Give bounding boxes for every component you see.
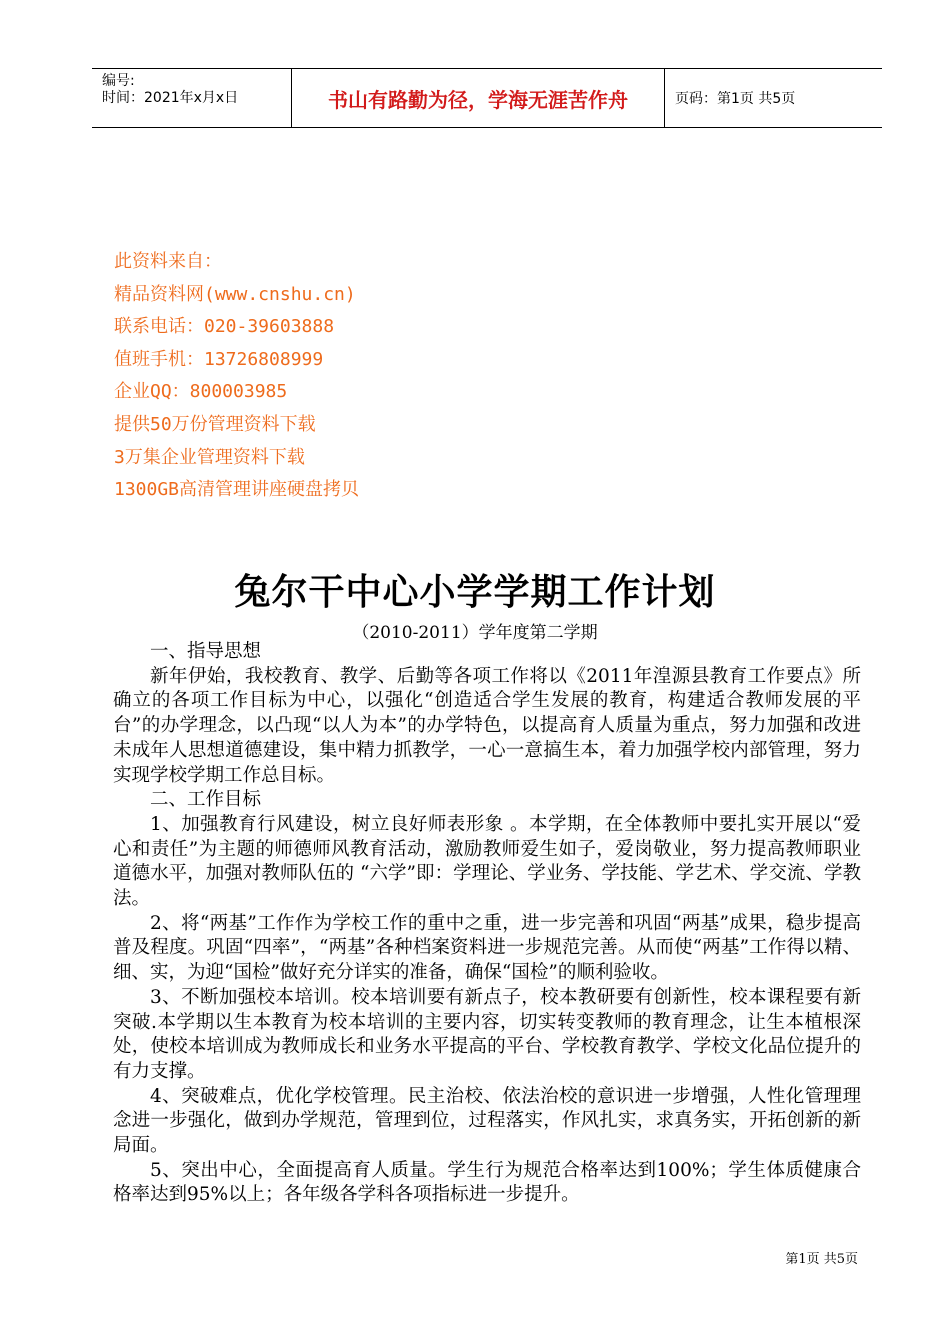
paragraph: 5、突出中心，全面提高育人质量。学生行为规范合格率达到100%；学生体质健康合格率达到95%以上；各年级各学科各项指标进一步提升。 xyxy=(113,1159,861,1206)
ad-line: 提供50万份管理资料下载 xyxy=(114,413,316,435)
ad-line: 企业QQ：800003985 xyxy=(114,381,288,403)
ad-line: 精品资料网(www.cnshu.cn) xyxy=(114,283,356,305)
ad-block xyxy=(114,246,359,507)
ad-line: 联系电话：020-39603888 xyxy=(114,316,335,338)
header-page-info: 页码：第1页 共5页 xyxy=(675,91,796,107)
ad-line: 值班手机：13726808999 xyxy=(114,348,324,370)
paragraph: 3、不断加强校本培训。校本培训要有新点子，校本教研要有创新性，校本课程要有新突破.本学期以生本教育为校本培训的主要内容，切实转变教师的教育理念，让生本植根深处，使校本培训成为教师成长和业务水平提高的平台、学校教育教学、学校文化品位提升的有力支撑。 xyxy=(113,986,861,1082)
header-meta xyxy=(92,69,292,127)
ad-line: 此资料来自： xyxy=(114,251,222,272)
paragraph: 2、将“两基”工作作为学校工作的重中之重，进一步完善和巩固“两基”成果，稳步提高普及程度。巩固“四率”，“两基”各种档案资料进一步规范完善。从而使“两基”工作得以精、细、实，为迎“国检”做好充分详实的准备，确保“国检”的顺利验收。 xyxy=(113,912,861,984)
ad-line: 1300GB高清管理讲座硬盘拷贝 xyxy=(114,479,360,501)
section-heading: 二、工作目标 xyxy=(150,789,262,811)
time-label: 时间：2021年x月x日 xyxy=(102,90,239,106)
serial-label: 编号: xyxy=(102,73,135,89)
ad-line: 3万集企业管理资料下载 xyxy=(114,446,305,468)
paragraph: 新年伊始，我校教育、教学、后勤等各项工作将以《2011年湟源县教育工作要点》所确立的各项工作目标为中心，以强化“创造适合学生发展的教育，构建适合教师发展的平台”的办学理念，以凸现“以人为本”的办学特色，以提高育人质量为重点，努力加强和改进未成年人思想道德建设，集中精力抓教学，一心一意搞生本，着力加强学校内部管理，努力实现学校学期工作总目标。 xyxy=(113,665,861,786)
paragraph: 4、突破难点，优化学校管理。民主治校、依法治校的意识进一步增强，人性化管理理念进一步强化，做到办学规范，管理到位，过程落实，作风扎实，求真务实，开拓创新的新局面。 xyxy=(113,1085,861,1157)
document-body xyxy=(113,640,861,1208)
document-title: 兔尔干中心小学学期工作计划 xyxy=(234,572,716,613)
document-subtitle: （2010-2011）学年度第二学期 xyxy=(352,623,598,643)
page-header xyxy=(92,68,882,128)
header-motto: 书山有路勤为径，学海无涯苦作舟 xyxy=(292,69,665,127)
section-heading: 一、指导思想 xyxy=(150,641,262,662)
page-footer: 第1页 共5页 xyxy=(785,1252,858,1267)
paragraph: 1、加强教育行风建设，树立良好师表形象 。本学期，在全体教师中要扎实开展以“爱心和责任”为主题的师德师风教育活动，激励教师爱生如子，爱岗敬业，努力提高教师职业道德水平，加强对教师队伍的 “六学”即：学理论、学业务、学技能、学艺术、学交流、学教法。 xyxy=(113,813,861,910)
